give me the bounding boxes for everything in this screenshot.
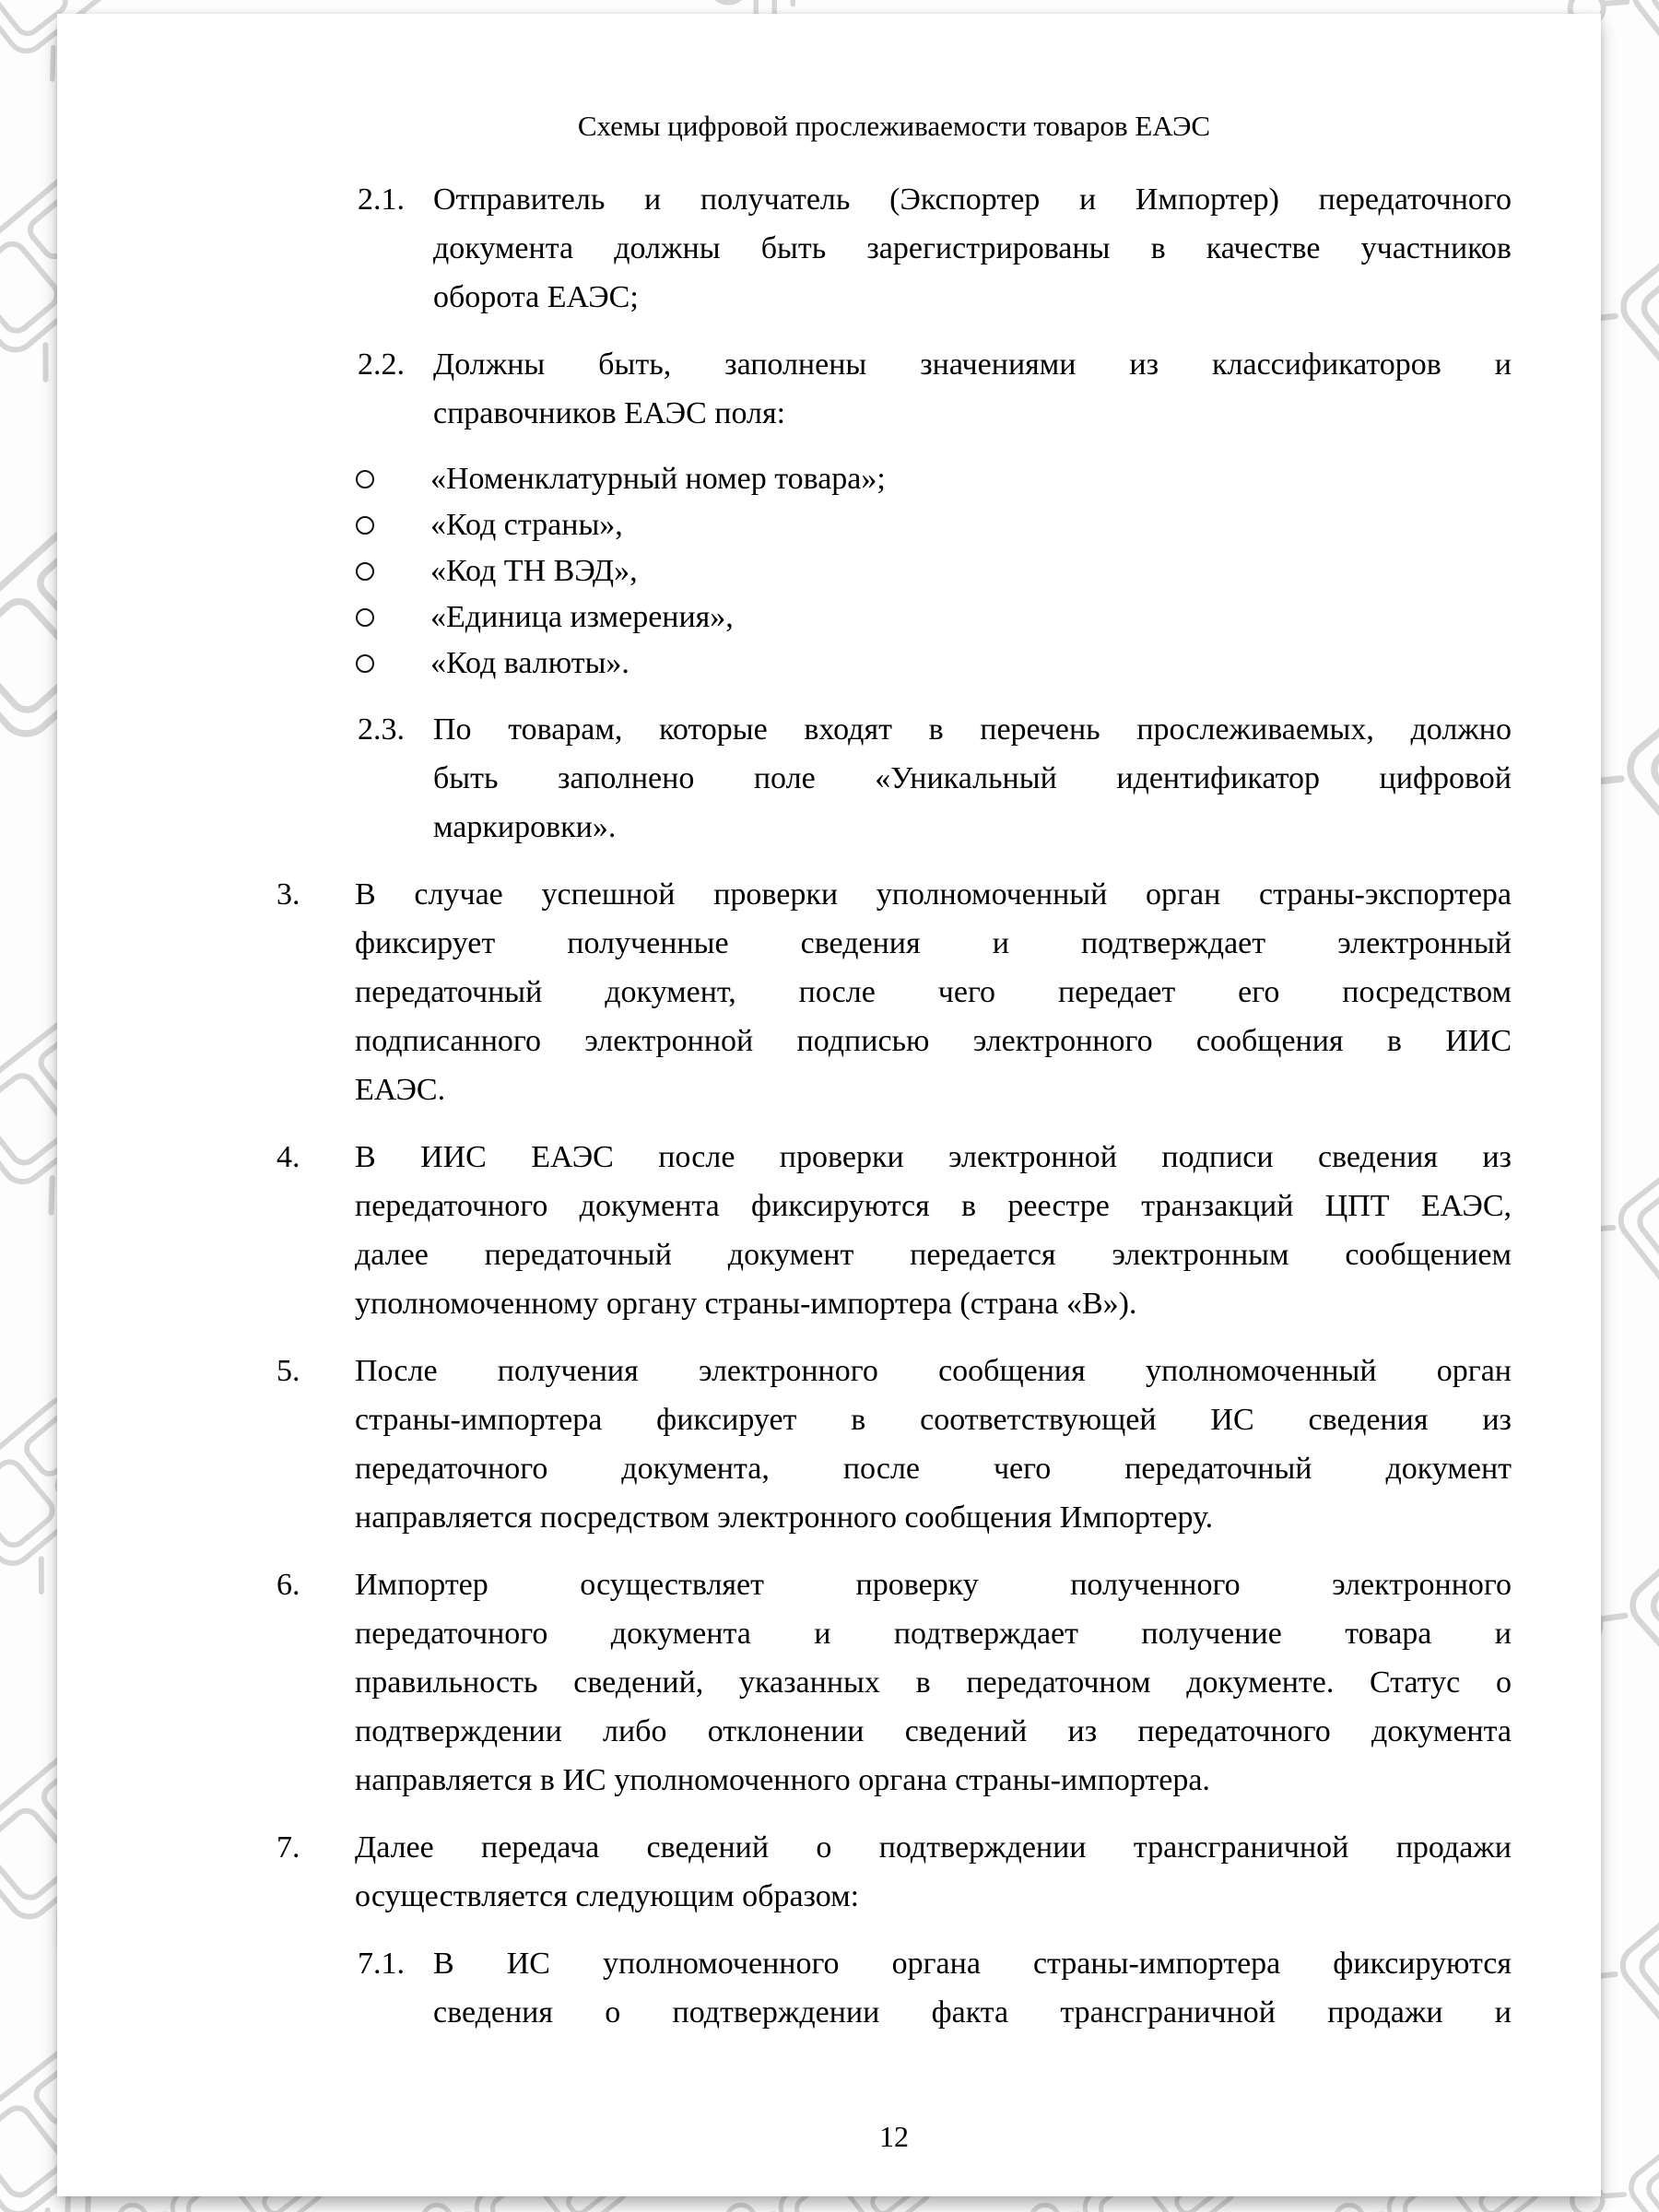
item-number: 5. xyxy=(276,1354,300,1388)
bullet-text: «Номенклатурный номер товара»; xyxy=(430,462,886,496)
circle-outline-icon xyxy=(356,516,374,535)
item-lines xyxy=(433,175,1512,322)
item-lines xyxy=(355,1133,1512,1328)
text-line: оборота ЕАЭС; xyxy=(433,280,639,314)
numbered-item xyxy=(276,870,1512,1114)
text-line: Отправитель и получатель (Экспортер и Импортер) передаточного xyxy=(433,182,1512,217)
text-line: далее передаточный документ передается электронным сообщением xyxy=(355,1238,1512,1272)
numbered-item xyxy=(276,1347,1512,1542)
bullet-marker-cell xyxy=(356,502,430,548)
document-body xyxy=(276,175,1512,2037)
text-line: После получения электронного сообщения уполномоченный орган xyxy=(355,1354,1512,1388)
item-number: 4. xyxy=(276,1140,300,1174)
text-line: справочников ЕАЭС поля: xyxy=(433,396,786,430)
item-lines xyxy=(433,340,1512,438)
numbered-item xyxy=(276,705,1512,852)
circle-outline-icon xyxy=(356,608,374,627)
text-line: правильность сведений, указанных в передаточном документе. Статус о xyxy=(355,1665,1512,1700)
numbered-item xyxy=(276,1560,1512,1805)
text-line: маркировки». xyxy=(433,810,617,844)
bullet-item xyxy=(276,456,1512,502)
text-line: документа должны быть зарегистрированы в качестве участников xyxy=(433,231,1512,265)
numbered-item xyxy=(276,1133,1512,1328)
bullet-marker-cell xyxy=(356,456,430,502)
item-number: 7.1. xyxy=(358,1947,405,1981)
text-line: подтверждении либо отклонении сведений из передаточного документа xyxy=(355,1714,1512,1748)
bullet-text: «Код валюты». xyxy=(430,646,629,680)
item-lines xyxy=(433,1939,1512,2037)
item-lines xyxy=(433,705,1512,852)
item-number: 3. xyxy=(276,877,300,912)
numbered-item xyxy=(276,340,1512,438)
item-number: 2.2. xyxy=(358,347,405,382)
bullet-text: «Код ТН ВЭД», xyxy=(430,554,638,588)
document-content xyxy=(276,106,1512,2055)
text-line: фиксирует полученные сведения и подтверждает электронный xyxy=(355,926,1512,960)
item-number: 6. xyxy=(276,1568,300,1602)
text-line: В случае успешной проверки уполномоченный орган страны-экспортера xyxy=(355,877,1512,912)
bullet-item xyxy=(276,548,1512,594)
document-header-title: Схемы цифровой прослеживаемости товаров ЕАЭС xyxy=(577,110,1211,142)
numbered-item xyxy=(276,1939,1512,2037)
text-line: Импортер осуществляет проверку полученного электронного xyxy=(355,1568,1512,1602)
item-lines xyxy=(355,870,1512,1114)
circle-outline-icon xyxy=(356,562,374,581)
bullet-text: «Код страны», xyxy=(430,508,623,542)
item-lines xyxy=(355,1347,1512,1542)
text-line: передаточного документа, после чего передаточный документ xyxy=(355,1452,1512,1486)
text-line: По товарам, которые входят в перечень прослеживаемых, должно xyxy=(433,712,1512,747)
bullet-list xyxy=(276,456,1512,687)
text-line: передаточного документа фиксируются в реестре транзакций ЦПТ ЕАЭС, xyxy=(355,1189,1512,1223)
text-line: направляется посредством электронного сообщения Импортеру. xyxy=(355,1500,1214,1535)
text-line: В ИС уполномоченного органа страны-импортера фиксируются xyxy=(433,1947,1512,1981)
numbered-item xyxy=(276,175,1512,322)
text-line: уполномоченному органу страны-импортера (страна «В»). xyxy=(355,1287,1137,1321)
item-number: 2.3. xyxy=(358,712,405,747)
numbered-item xyxy=(276,1823,1512,1921)
bullet-item xyxy=(276,502,1512,548)
bullet-text: «Единица измерения», xyxy=(430,600,734,634)
text-line: быть заполнено поле «Уникальный идентификатор цифровой xyxy=(433,761,1512,795)
text-line: передаточный документ, после чего передает его посредством xyxy=(355,975,1512,1009)
bullet-marker-cell xyxy=(356,548,430,594)
bullet-marker-cell xyxy=(356,594,430,641)
text-line: направляется в ИС уполномоченного органа страны-импортера. xyxy=(355,1763,1210,1797)
bullet-item xyxy=(276,641,1512,687)
item-number: 2.1. xyxy=(358,182,405,217)
item-lines xyxy=(355,1560,1512,1805)
text-line: страны-импортера фиксирует в соответствующей ИС сведения из xyxy=(355,1403,1512,1437)
circle-outline-icon xyxy=(356,654,374,673)
text-line: сведения о подтверждении факта трансграничной продажи и xyxy=(433,1995,1512,2030)
bullet-item xyxy=(276,594,1512,641)
item-number: 7. xyxy=(276,1830,300,1865)
text-line: подписанного электронной подписью электронного сообщения в ИИС xyxy=(355,1024,1512,1058)
circle-outline-icon xyxy=(356,470,374,488)
text-line: Далее передача сведений о подтверждении трансграничной продажи xyxy=(355,1830,1512,1865)
page-number: 12 xyxy=(879,2120,909,2153)
paper-sheet xyxy=(57,14,1601,2196)
text-line: осуществляется следующим образом: xyxy=(355,1879,860,1913)
bullet-marker-cell xyxy=(356,641,430,687)
text-line: В ИИС ЕАЭС после проверки электронной подписи сведения из xyxy=(355,1140,1512,1174)
text-line: Должны быть, заполнены значениями из классификаторов и xyxy=(433,347,1512,382)
item-lines xyxy=(355,1823,1512,1921)
text-line: ЕАЭС. xyxy=(355,1073,446,1107)
text-line: передаточного документа и подтверждает получение товара и xyxy=(355,1617,1512,1651)
